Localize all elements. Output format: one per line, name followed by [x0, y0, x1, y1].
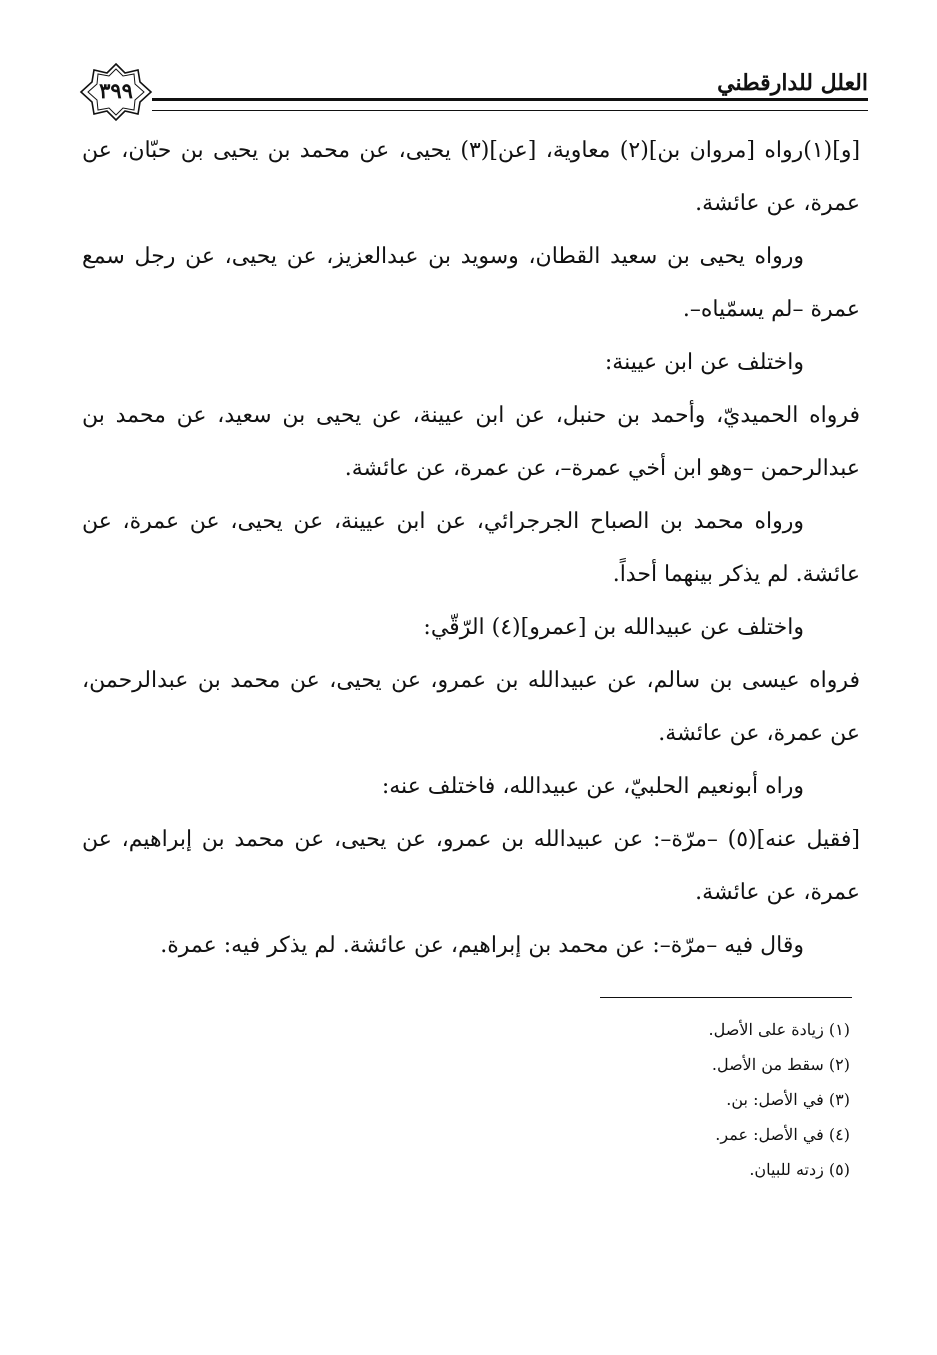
- paragraph-6: واختلف عن عبيدالله بن [عمرو](٤) الرّقّي:: [423, 615, 804, 640]
- footnote-5: (٥) زدته للبيان.: [749, 1160, 850, 1179]
- paragraph-9: [فقيل عنه](٥) –مرّة–: عن عبيدالله بن عمرو، عن يحيى، عن محمد بن إبراهيم، عن عمرة، عن عائشة.: [82, 827, 861, 905]
- paragraph-2: ورواه يحيى بن سعيد القطان، وسويد بن عبدالعزيز، عن يحيى، عن رجل سمع عمرة –لم يسمّياه–.: [82, 244, 860, 322]
- paragraph-8: وراه أبونعيم الحلبيّ، عن عبيدالله، فاختلف عنه:: [381, 774, 804, 799]
- paragraph-7: فرواه عيسى بن سالم، عن عبيدالله بن عمرو، عن يحيى، عن محمد بن عبدالرحمن، عن عمرة، عن عائشة.: [82, 668, 860, 746]
- header-rule: [152, 98, 868, 111]
- paragraph-1: [و](١)رواه [مروان بن](٢) معاوية، [عن](٣) يحيى، عن محمد بن يحيى بن حبّان، عن عمرة، عن عائشة.: [82, 138, 861, 216]
- page-number-badge: [78, 62, 154, 122]
- paragraph-5: ورواه محمد بن الصباح الجرجرائي، عن ابن عيينة، عن يحيى، عن عمرة، عن عائشة. لم يذكر بينهما أحداً.: [82, 509, 860, 587]
- paragraph-3: واختلف عن ابن عيينة:: [604, 350, 804, 375]
- footnote-separator: [600, 997, 852, 998]
- footnote-3: (٣) في الأصل: بن.: [726, 1090, 850, 1109]
- footnote-2: (٢) سقط من الأصل.: [711, 1055, 850, 1074]
- footnote-4: (٤) في الأصل: عمر.: [715, 1125, 850, 1144]
- paragraph-10: وقال فيه –مرّة–: عن محمد بن إبراهيم، عن عائشة. لم يذكر فيه: عمرة.: [160, 933, 804, 958]
- book-title: العلل للدارقطني: [717, 70, 868, 96]
- page-number: ٣٩٩: [99, 78, 133, 103]
- footnotes: [600, 1012, 850, 1187]
- main-text: [82, 124, 860, 972]
- page-header: [78, 62, 868, 122]
- footnote-1: (١) زيادة على الأصل.: [708, 1020, 850, 1039]
- paragraph-4: فرواه الحميديّ، وأحمد بن حنبل، عن ابن عيينة، عن يحيى بن سعيد، عن محمد بن عبدالرحمن –وهو ابن أخي عمرة–، عن عمرة، عن عائشة.: [82, 403, 860, 481]
